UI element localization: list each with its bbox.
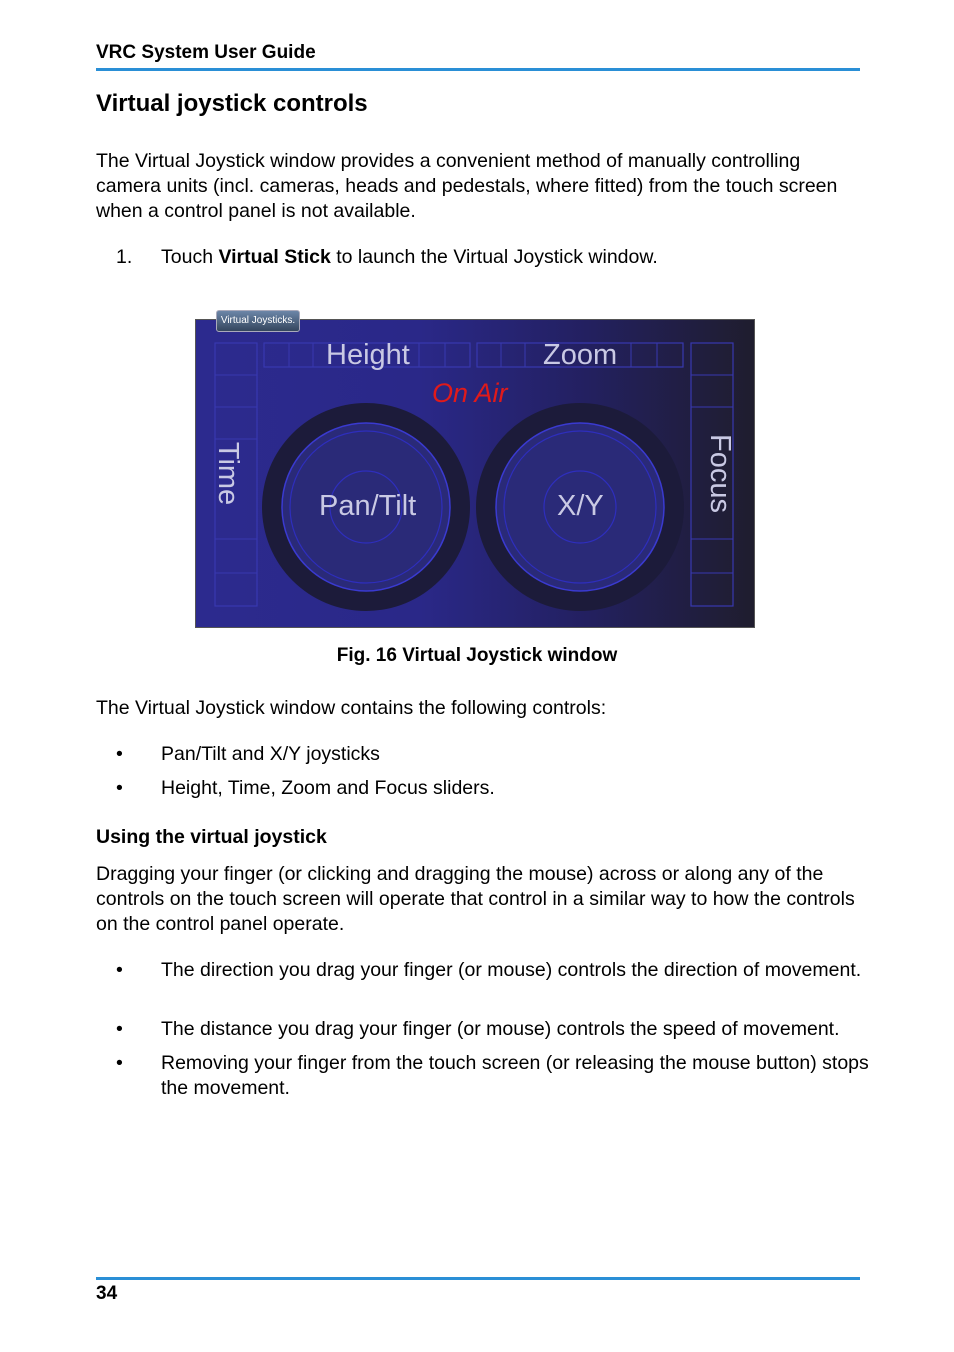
joystick-graphics: [195, 319, 755, 628]
subsection-title: Using the virtual joystick: [96, 826, 327, 848]
header-rule: [96, 68, 860, 71]
on-air-indicator: On Air: [432, 378, 508, 408]
footer-rule: [96, 1277, 860, 1280]
contains-intro: The Virtual Joystick window contains the following controls:: [96, 697, 607, 719]
bullet-marker: •: [116, 743, 123, 765]
virtual-joysticks-tab[interactable]: Virtual Joysticks.: [216, 310, 300, 332]
usage-paragraph: Dragging your finger (or clicking and dragging the mouse) across or along any of the controls on the touch screen will operate that control in a similar way to how the controls on the control panel operate.: [96, 863, 855, 935]
step-number: 1.: [116, 246, 133, 268]
usage-item: Removing your finger from the touch screen (or releasing the mouse button) stops the movement.: [161, 1052, 869, 1099]
pan-tilt-joystick-label[interactable]: Pan/Tilt: [319, 490, 417, 522]
page-number: 34: [96, 1283, 118, 1304]
step-1-prefix: Touch: [161, 246, 219, 268]
bullet-marker: •: [116, 1052, 123, 1074]
step-1-suffix: to launch the Virtual Joystick window.: [330, 246, 658, 268]
usage-item: The direction you drag your finger (or mouse) controls the direction of movement.: [161, 959, 862, 981]
controls-item: Height, Time, Zoom and Focus sliders.: [161, 777, 495, 799]
time-label[interactable]: Time: [212, 441, 245, 506]
step-1-text: [161, 245, 871, 270]
step-1-bold: Virtual Stick: [218, 246, 331, 268]
controls-item: Pan/Tilt and X/Y joysticks: [161, 743, 380, 765]
section-title: Virtual joystick controls: [96, 90, 368, 117]
figure-caption: Fig. 16 Virtual Joystick window: [336, 645, 618, 666]
intro-paragraph: The Virtual Joystick window provides a convenient method of manually controlling camera units (incl. cameras, heads and pedestals, where fitted) from the touch screen when a control panel is not available.: [96, 150, 838, 222]
usage-item: The distance you drag your finger (or mouse) controls the speed of movement.: [161, 1018, 840, 1040]
running-header: VRC System User Guide: [96, 42, 316, 63]
bullet-marker: •: [116, 1018, 123, 1040]
zoom-label[interactable]: Zoom: [543, 339, 618, 371]
bullet-marker: •: [116, 777, 123, 799]
height-label[interactable]: Height: [326, 339, 410, 371]
xy-joystick-label[interactable]: X/Y: [557, 490, 604, 522]
bullet-marker: •: [116, 959, 123, 981]
focus-label[interactable]: Focus: [703, 434, 736, 513]
